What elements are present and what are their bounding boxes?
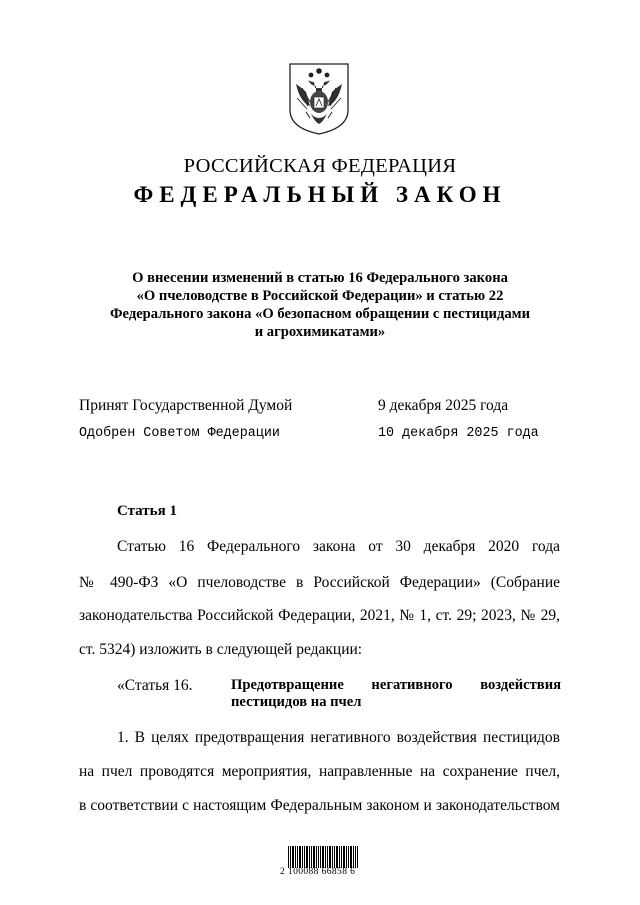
subject-line: Федерального закона «О безопасном обращении с пестицидами bbox=[110, 306, 530, 322]
item-paragraph-line: 1. В целях предотвращения негативного воздействия пестицидов bbox=[117, 729, 560, 746]
subject-line: «О пчеловодстве в Российской Федерации» и статью 22 bbox=[136, 288, 504, 304]
item-paragraph-line: в соответствии с настоящим Федеральным законом и законодательством bbox=[79, 797, 560, 814]
council-approval-date: 10 декабря 2025 года bbox=[378, 426, 539, 441]
quoted-article-title: пестицидов на пчел bbox=[231, 694, 362, 710]
article-heading: Статья 1 bbox=[117, 503, 177, 519]
barcode-number: 2 100088 66858 6 bbox=[280, 867, 356, 877]
document-type-title: ФЕДЕРАЛЬНЫЙ ЗАКОН bbox=[133, 182, 507, 207]
quoted-article-title: Предотвращение негативного воздействия bbox=[231, 677, 561, 693]
subject-line: О внесении изменений в статью 16 Федерального закона bbox=[132, 270, 508, 286]
quoted-article-label: «Статья 16. bbox=[117, 677, 193, 694]
country-name: РОССИЙСКАЯ ФЕДЕРАЦИЯ bbox=[183, 155, 457, 177]
article-paragraph-line: законодательства Российской Федерации, 2021, № 1, ст. 29; 2023, № 29, bbox=[79, 607, 560, 624]
article-paragraph-line: № 490-ФЗ «О пчеловодстве в Российской Федерации» (Собрание bbox=[79, 574, 560, 591]
article-paragraph-line: Статью 16 Федерального закона от 30 декабря 2020 года bbox=[117, 538, 560, 555]
subject-line: и агрохимикатами» bbox=[254, 324, 386, 340]
barcode bbox=[288, 846, 358, 868]
council-approval-label: Одобрен Советом Федерации bbox=[79, 426, 280, 441]
law-subject-title bbox=[80, 269, 560, 341]
duma-adoption-date: 9 декабря 2025 года bbox=[378, 397, 509, 414]
item-paragraph-line: на пчел проводятся мероприятия, направленные на сохранение пчел, bbox=[79, 763, 560, 780]
coat-of-arms-emblem bbox=[286, 62, 352, 136]
duma-adoption-label: Принят Государственной Думой bbox=[79, 397, 293, 414]
article-paragraph-line: ст. 5324) изложить в следующей редакции: bbox=[79, 641, 363, 658]
